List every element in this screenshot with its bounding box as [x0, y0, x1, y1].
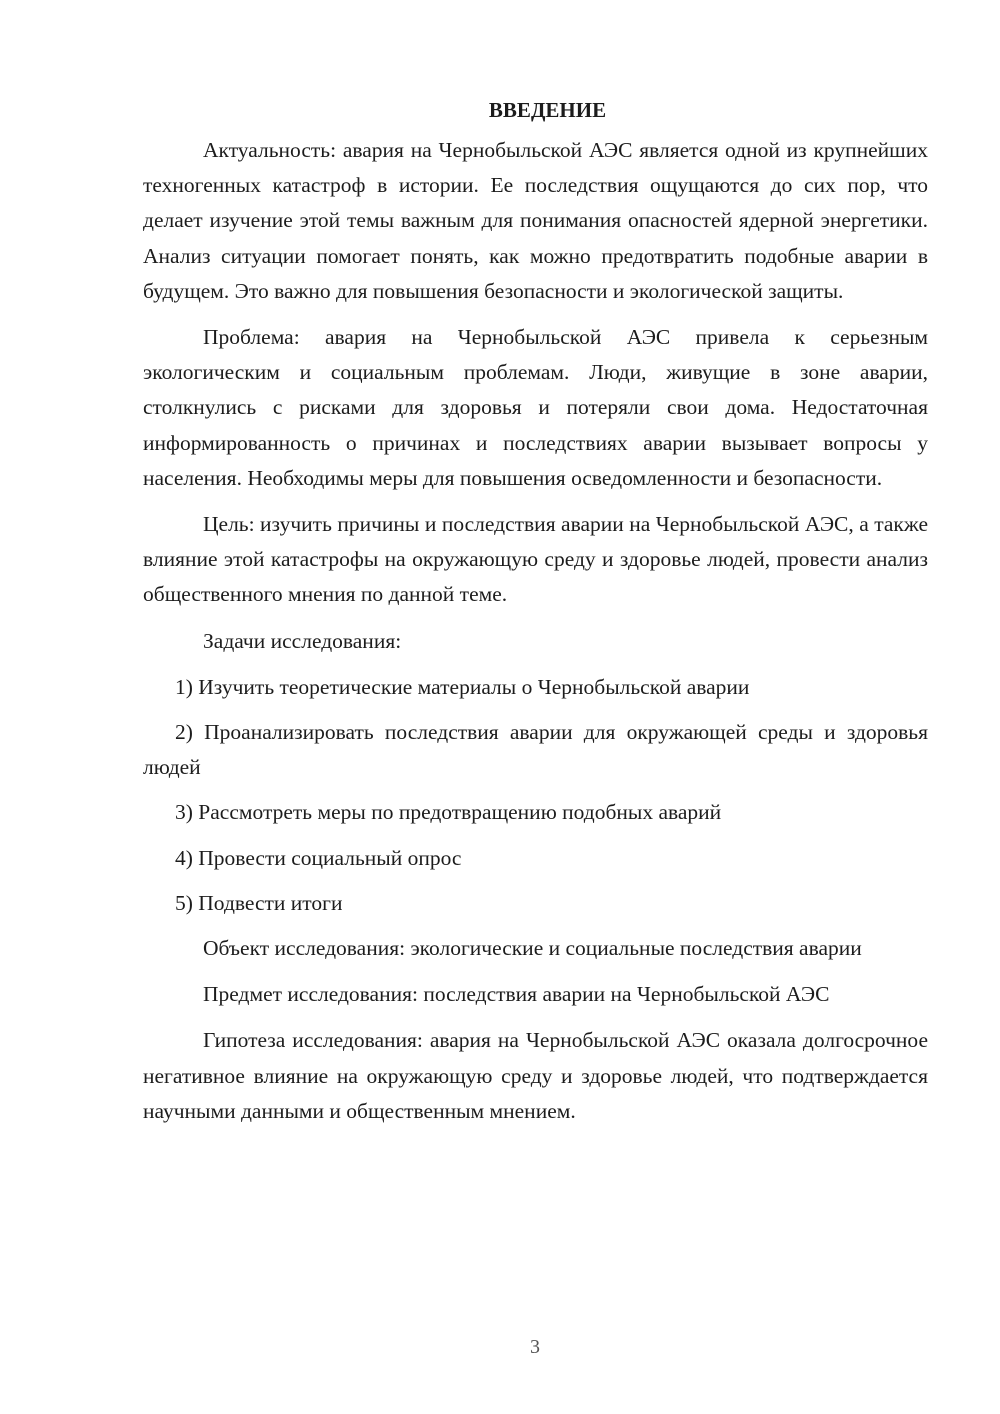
tasks-heading: Задачи исследования: [203, 628, 402, 653]
page-number: 3 [530, 1336, 540, 1358]
relevance-paragraph: Актуальность: авария на Чернобыльской АЭС является одной из крупнейших техногенных катастроф в истории. Ее последствия ощущаются до сих пор, что делает изучение этой темы важным для понимания опасностей ядерной энергетики. Анализ ситуации помогает понять, как можно предотвратить подобные аварии в будущем. Это важно для повышения безопасности и экологической защиты. [143, 138, 928, 303]
tasks-list [143, 670, 928, 921]
object-paragraph: Объект исследования: экологические и социальные последствия аварии [203, 936, 862, 961]
page-body [143, 93, 928, 1140]
problem-paragraph: Проблема: авария на Чернобыльской АЭС привела к серьезным экологическим и социальным проблемам. Люди, живущие в зоне аварии, столкнулись с рисками для здоровья и потеряли свои дома. Недостаточная информированность о причинах и последствиях аварии вызывает вопросы у населения. Необходимы меры для повышения осведомленности и безопасности. [143, 325, 928, 490]
task-item: 4) Провести социальный опрос [175, 845, 462, 870]
subject-paragraph: Предмет исследования: последствия аварии на Чернобыльской АЭС [203, 982, 830, 1007]
task-item: 2) Проанализировать последствия аварии для окружающей среды и здоровья людей [143, 720, 928, 780]
section-title: ВВЕДЕНИЕ [488, 98, 607, 122]
task-item: 5) Подвести итоги [175, 890, 343, 915]
goal-paragraph: Цель: изучить причины и последствия аварии на Чернобыльской АЭС, а также влияние этой катастрофы на окружающую среду и здоровье людей, провести анализ общественного мнения по данной теме. [143, 512, 928, 607]
hypothesis-paragraph: Гипотеза исследования: авария на Чернобыльской АЭС оказала долгосрочное негативное влияние на окружающую среду и здоровье людей, что подтверждается научными данными и общественным мнением. [143, 1028, 928, 1123]
task-item: 3) Рассмотреть меры по предотвращению подобных аварий [175, 800, 722, 825]
task-item: 1) Изучить теоретические материалы о Чернобыльской аварии [175, 674, 750, 699]
